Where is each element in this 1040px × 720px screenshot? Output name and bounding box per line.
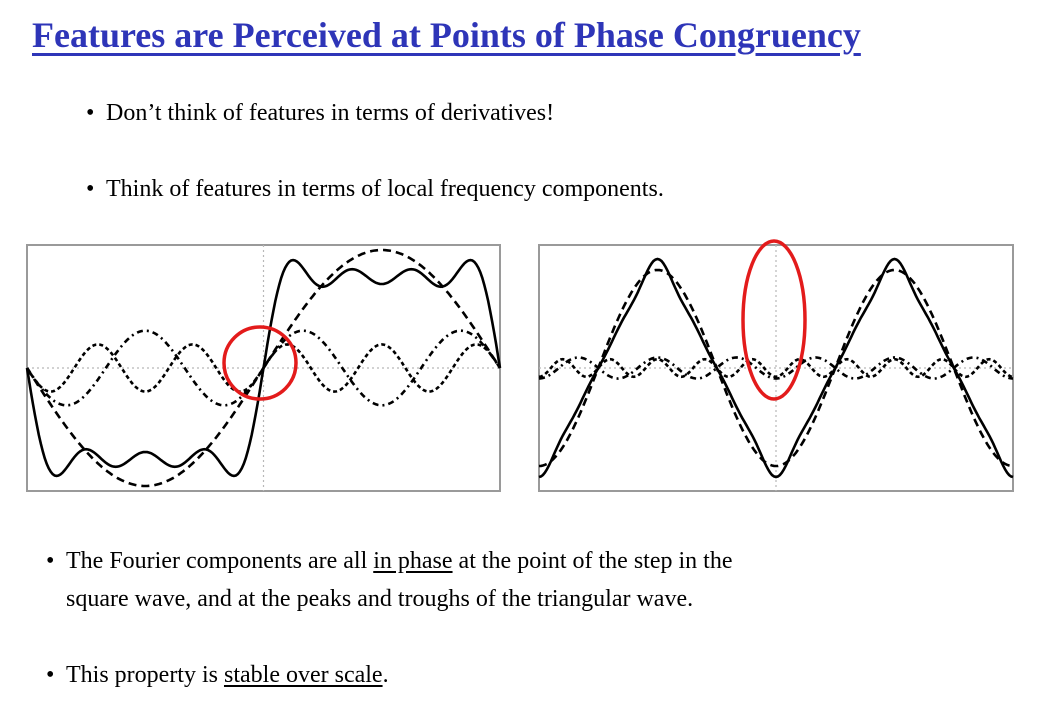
square-wave-plot bbox=[22, 236, 506, 498]
bullet-symbol: • bbox=[86, 176, 95, 202]
bullet-in-phase-continued: square wave, and at the peaks and troughs of the triangular wave. bbox=[66, 586, 694, 612]
bullet-text-post: . bbox=[382, 662, 389, 688]
stable-over-scale-emphasis: stable over scale bbox=[223, 662, 383, 688]
bullet-symbol: • bbox=[86, 100, 95, 126]
bullet-text-post: at the point of the step in the bbox=[452, 548, 733, 574]
bullet-text: Think of features in terms of local frequency components. bbox=[106, 176, 664, 202]
bullet-in-phase bbox=[46, 548, 732, 575]
bullet-symbol: • bbox=[46, 662, 55, 688]
bullet-text-pre: This property is bbox=[66, 662, 224, 688]
bullet-text-pre: The Fourier components are all bbox=[66, 548, 374, 574]
bullet-symbol: • bbox=[46, 548, 55, 574]
bullet-stable bbox=[46, 662, 389, 689]
slide-title: Features are Perceived at Points of Phase Congruency bbox=[32, 15, 861, 55]
bullet-text: Don’t think of features in terms of derivatives! bbox=[106, 100, 555, 126]
bullet-derivatives bbox=[86, 100, 554, 127]
in-phase-emphasis: in phase bbox=[373, 548, 453, 574]
bullet-frequency bbox=[86, 176, 664, 203]
triangle-wave-plot bbox=[534, 236, 1018, 498]
